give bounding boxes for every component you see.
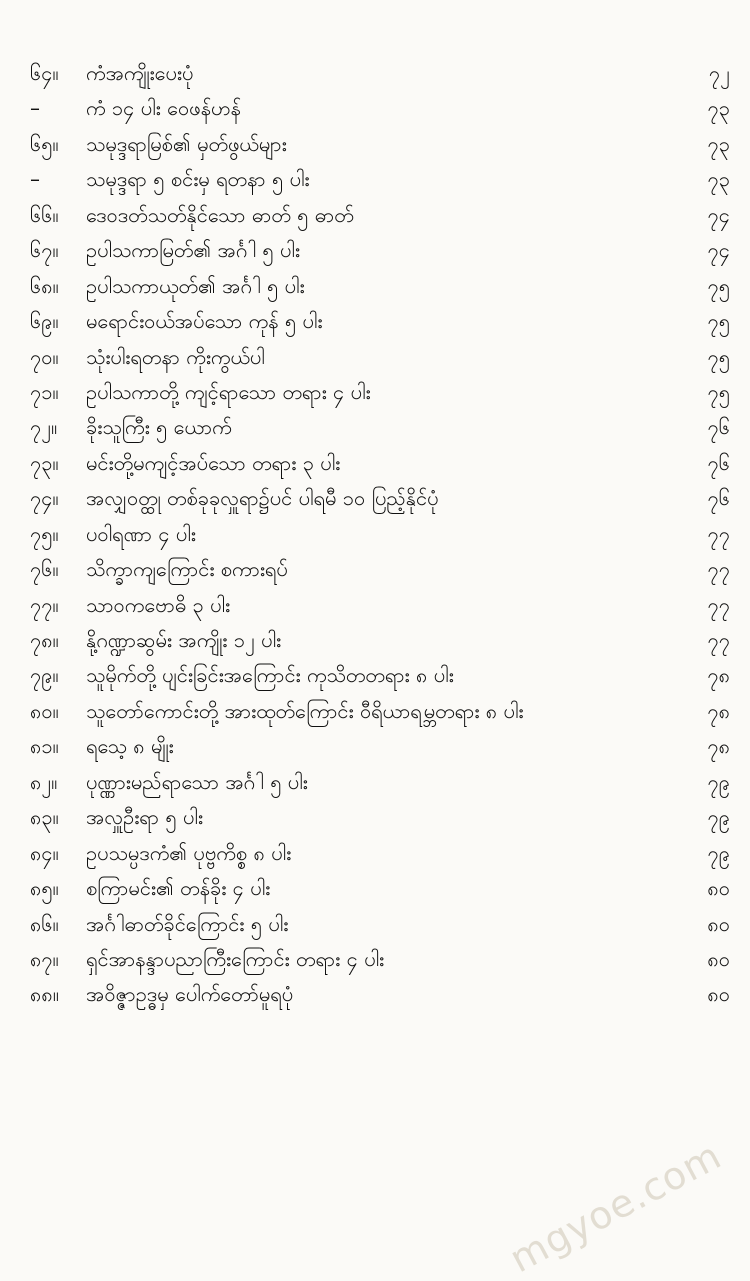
toc-entry-title: အဝိဇ္ဇာဥဒ္ဓမှ ပေါက်တော်မူရပုံ [86, 982, 294, 1007]
toc-entry-number: ၈၂။ [30, 769, 58, 794]
toc-entry-number: ၇၆။ [30, 557, 59, 582]
toc-entry-page: ၈၀ [707, 982, 730, 1007]
toc-entry-number: ၇၉။ [30, 663, 59, 688]
toc-entry-page: ၇၆ [707, 415, 730, 440]
toc-row [30, 588, 730, 623]
toc-entry-number: ၆၉။ [30, 309, 59, 334]
toc-entry-title: ပဝါရဏာ ၄ ပါး [86, 521, 196, 546]
toc-entry-page: ၇၄ [707, 238, 730, 263]
toc-entry-number: ၈၀။ [30, 698, 59, 723]
toc-entry-number: ၈၆။ [30, 911, 59, 936]
toc-entry-title: အလျှဝတ္ထု တစ်ခုခုလှူရာ၌ပင် ပါရမီ ၁၀ ပြည့်နိုင်ပုံ [86, 486, 439, 511]
toc-entry-page: ၇၄ [707, 202, 730, 227]
toc-entry-number: ၇၈။ [30, 628, 59, 652]
toc-row [30, 233, 730, 268]
toc-entry-title: ရသေ့ ၈ မျိုး [86, 734, 174, 759]
toc-entry-page: ၇၇ [707, 628, 730, 652]
toc-entry-page: ၈၀ [707, 946, 730, 971]
toc-entry-title: သူတော်ကောင်းတို့ အားထုတ်ကြောင်း ဝီရိယာရမ္ဘတရား ၈ ပါး [86, 698, 524, 723]
toc-entry-page: ၇၉ [707, 840, 730, 865]
toc-row [30, 162, 730, 197]
toc-entry-page: ၇၇ [707, 557, 730, 582]
watermark-text: mgyoe.com [502, 1133, 728, 1281]
toc-entry-number: ၇၅။ [30, 521, 59, 546]
toc-entry-page: ၈၀ [707, 876, 730, 901]
toc-row [30, 91, 730, 126]
toc-entry-title: မင်းတို့မကျင့်အပ်သော တရား ၃ ပါး [86, 450, 341, 475]
toc-entry-title: ဥပါသကာမြတ်၏ အင်္ဂါ ၅ ပါး [86, 238, 300, 263]
toc-row [30, 340, 730, 375]
toc-entry-title: မရောင်းဝယ်အပ်သော ကုန် ၅ ပါး [86, 309, 323, 334]
toc-entry-title: သူမိုက်တို့ ပျင်းခြင်းအကြောင်း ကုသိတတရား ၈ ပါး [86, 663, 454, 688]
toc-row [30, 977, 730, 1012]
toc-entry-page: ၇၈ [707, 663, 730, 688]
toc-row [30, 765, 730, 800]
toc-row [30, 658, 730, 693]
toc-row [30, 410, 730, 445]
toc-entry-page: ၈၀ [707, 911, 730, 936]
toc-row [30, 942, 730, 977]
toc-entry-page: ၇၅ [707, 379, 730, 404]
toc-entry-title: ကံ ၁၄ ပါး ဝေဖန်ဟန် [86, 96, 241, 121]
toc-row [30, 729, 730, 764]
toc-entry-title: ဒေဝဒတ်သတ်နိုင်သော ဓာတ် ၅ ဓာတ် [86, 202, 354, 227]
toc-row [30, 269, 730, 304]
toc-entry-title: နို့ဂဏ္ဍာဆွမ်း အကျိုး ၁၂ ပါး [86, 628, 282, 652]
toc-entry-page: ၇၂ [708, 61, 730, 85]
toc-row [30, 517, 730, 552]
toc-entry-number: ၆၄။ [30, 61, 59, 85]
toc-entry-title: သမုဒ္ဒရာ ၅ စင်းမှ ရတနာ ၅ ပါး [86, 167, 310, 192]
toc-entry-number: ၆၆။ [30, 202, 59, 227]
toc-entry-number: ၇၇။ [30, 592, 59, 617]
toc-entry-number: ၇၁။ [30, 379, 59, 404]
toc-entry-number: ၆၈။ [30, 273, 59, 298]
toc-entry-title: စကြာမင်း၏ တန်ခိုး ၄ ပါး [86, 876, 271, 901]
toc-entry-number: – [30, 96, 40, 121]
toc-row [30, 446, 730, 481]
toc-entry-title: သာဝကဗောဓိ ၃ ပါး [86, 592, 231, 617]
toc-entry-title: ဥပါသကာယုတ်၏ အင်္ဂါ ၅ ပါး [86, 273, 305, 298]
toc-entry-number: ၇၃။ [30, 450, 59, 475]
toc-entry-title: သုံးပါးရတနာ ကိုးကွယ်ပါ [86, 344, 265, 369]
toc-entry-number: – [30, 167, 40, 192]
toc-entry-number: ၈၁။ [30, 734, 59, 759]
toc-entry-number: ၇၂။ [30, 415, 58, 440]
toc-entry-number: ၈၄။ [30, 840, 59, 865]
toc-row [30, 481, 730, 516]
toc-entry-page: ၇၈ [707, 698, 730, 723]
toc-entry-title: အင်္ဂါဓာတ်ခိုင်ကြောင်း ၅ ပါး [86, 911, 289, 936]
toc-entry-number: ၈၃။ [30, 805, 59, 830]
toc-entry-number: ၆၇။ [30, 238, 59, 263]
toc-row [30, 800, 730, 835]
toc-row [30, 552, 730, 587]
table-of-contents [30, 56, 730, 1013]
toc-row [30, 871, 730, 906]
toc-row [30, 694, 730, 729]
toc-row [30, 127, 730, 162]
toc-entry-title: သမုဒ္ဒရာမြစ်၏ မှတ်ဖွယ်များ [86, 131, 287, 156]
toc-entry-page: ၇၅ [707, 273, 730, 298]
toc-entry-number: ၆၅။ [30, 131, 59, 156]
toc-entry-page: ၇၅ [707, 309, 730, 334]
toc-entry-page: ၇၇ [707, 592, 730, 617]
toc-entry-page: ၇၃ [707, 167, 730, 192]
toc-entry-number: ၈၈။ [30, 982, 59, 1007]
toc-entry-page: ၇၅ [707, 344, 730, 369]
toc-entry-title: ဥပါသကာတို့ ကျင့်ရာသော တရား ၄ ပါး [86, 379, 371, 404]
toc-row [30, 375, 730, 410]
toc-entry-page: ၇၆ [707, 486, 730, 511]
toc-entry-number: ၈၇။ [30, 946, 59, 971]
toc-row [30, 623, 730, 658]
toc-row [30, 304, 730, 339]
toc-entry-page: ၇၇ [707, 521, 730, 546]
toc-entry-title: ပုဏ္ဏားမည်ရာသော အင်္ဂါ ၅ ပါး [86, 769, 308, 794]
toc-entry-page: ၇၉ [707, 769, 730, 794]
toc-entry-page: ၇၆ [707, 450, 730, 475]
toc-entry-title: ရှင်အာနန္ဒာပညာကြီးကြောင်း တရား ၄ ပါး [86, 946, 385, 971]
toc-row [30, 907, 730, 942]
toc-entry-title: ဥပသမ္ပဒကံ၏ ပုဗ္ဗကိစ္စ ၈ ပါး [86, 840, 292, 865]
toc-row [30, 56, 730, 91]
toc-entry-title: အလှူဦးရာ ၅ ပါး [86, 805, 203, 830]
toc-entry-number: ၇၀။ [30, 344, 59, 369]
toc-entry-number: ၇၄။ [30, 486, 59, 511]
toc-row [30, 836, 730, 871]
toc-entry-title: ခိုးသူကြီး ၅ ယောက် [86, 415, 232, 440]
toc-entry-title: သိက္ခာကျကြောင်း စကားရပ် [86, 557, 288, 582]
toc-entry-title: ကံအကျိုးပေးပုံ [86, 61, 194, 85]
toc-entry-page: ၇၃ [707, 131, 730, 156]
toc-row [30, 198, 730, 233]
toc-entry-page: ၇၃ [707, 96, 730, 121]
toc-entry-number: ၈၅။ [30, 876, 59, 901]
toc-entry-page: ၇၈ [707, 734, 730, 759]
toc-entry-page: ၇၉ [707, 805, 730, 830]
